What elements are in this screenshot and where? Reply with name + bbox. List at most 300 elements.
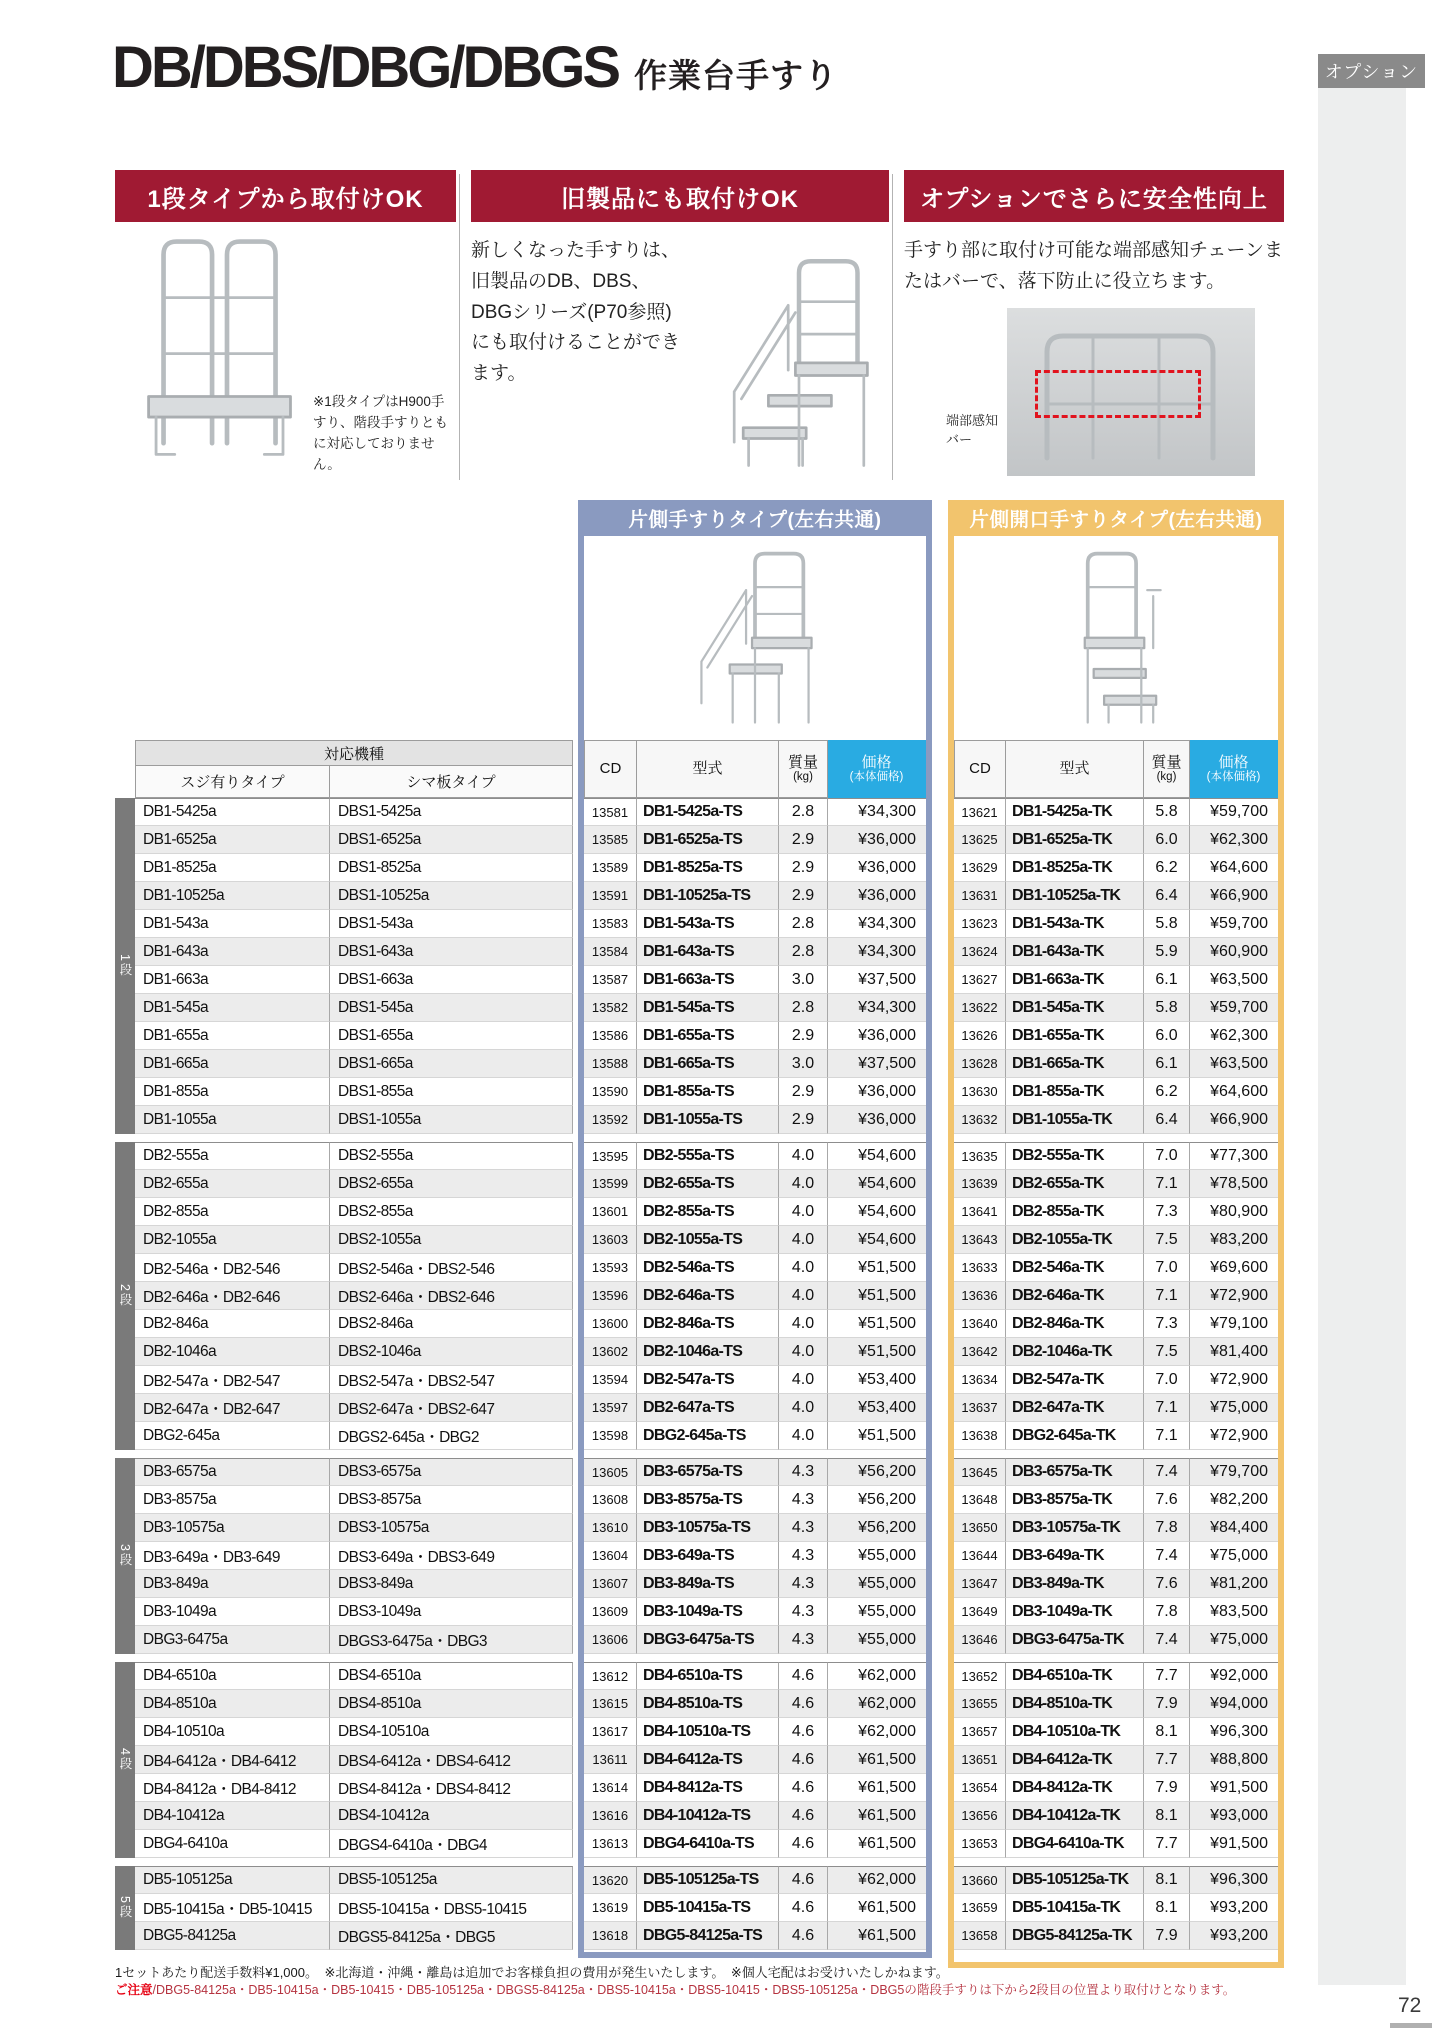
- cd-ts: 13617: [584, 1718, 637, 1746]
- tk-type-banner: 片側開口手すりタイプ(左右共通): [948, 500, 1284, 536]
- price-ts: ¥37,500: [828, 1050, 926, 1078]
- model-shima: DBS2-1046a: [330, 1338, 573, 1366]
- model-shima: DBS4-8510a: [330, 1690, 573, 1718]
- weight-ts: 4.6: [779, 1718, 828, 1746]
- model-ts: DB4-6510a-TS: [637, 1662, 779, 1690]
- weight-ts: 4.3: [779, 1514, 828, 1542]
- cd-ts: 13582: [584, 994, 637, 1022]
- price-ts: ¥53,400: [828, 1366, 926, 1394]
- weight-ts: 4.6: [779, 1894, 828, 1922]
- cd-tk: 13629: [954, 854, 1006, 882]
- price-ts: ¥51,500: [828, 1254, 926, 1282]
- price-tk: ¥62,300: [1190, 826, 1278, 854]
- cd-tk: 13657: [954, 1718, 1006, 1746]
- weight-ts: 4.0: [779, 1366, 828, 1394]
- cd-ts: 13593: [584, 1254, 637, 1282]
- model-ts: DBG2-645a-TS: [637, 1422, 779, 1450]
- model-suji: DB2-1055a: [135, 1226, 330, 1254]
- weight-ts: 2.8: [779, 798, 828, 826]
- model-ts: DB2-1055a-TS: [637, 1226, 779, 1254]
- model-shima: DBS2-655a: [330, 1170, 573, 1198]
- weight-tk: 5.8: [1144, 994, 1190, 1022]
- weight-tk: 7.1: [1144, 1282, 1190, 1310]
- model-shima: DBS2-855a: [330, 1198, 573, 1226]
- table-row: [115, 1718, 1278, 1746]
- model-shima: DBS3-10575a: [330, 1514, 573, 1542]
- model-suji: DB1-10525a: [135, 882, 330, 910]
- cd-ts: 13602: [584, 1338, 637, 1366]
- cd-tk: 13628: [954, 1050, 1006, 1078]
- model-tk: DB4-10412a-TK: [1006, 1802, 1144, 1830]
- cd-ts: 13604: [584, 1542, 637, 1570]
- model-tk: DB1-1055a-TK: [1006, 1106, 1144, 1134]
- cd-ts: 13588: [584, 1050, 637, 1078]
- table-group: [115, 1662, 1278, 1858]
- model-shima: DBS5-10415a・DBS5-10415: [330, 1894, 573, 1922]
- model-shima: DBGS5-84125a・DBG5: [330, 1922, 573, 1950]
- weight-ts: 4.0: [779, 1170, 828, 1198]
- weight-tk: 7.6: [1144, 1570, 1190, 1598]
- price-ts: ¥36,000: [828, 854, 926, 882]
- cd-tk: 13633: [954, 1254, 1006, 1282]
- weight-tk: 8.1: [1144, 1802, 1190, 1830]
- cd-ts: 13605: [584, 1458, 637, 1486]
- table-row: [115, 1514, 1278, 1542]
- model-tk: DB1-10525a-TK: [1006, 882, 1144, 910]
- weight-tk: 7.1: [1144, 1422, 1190, 1450]
- model-suji: DB3-849a: [135, 1570, 330, 1598]
- model-tk: DB2-555a-TK: [1006, 1142, 1144, 1170]
- cd-ts: 13599: [584, 1170, 637, 1198]
- weight-ts: 2.9: [779, 826, 828, 854]
- weight-tk: 8.1: [1144, 1894, 1190, 1922]
- model-shima: DBS3-1049a: [330, 1598, 573, 1626]
- cd-tk: 13655: [954, 1690, 1006, 1718]
- sensor-bar-highlight: [1035, 370, 1201, 418]
- col-header-shima: シマ板タイプ: [330, 766, 573, 798]
- model-shima: DBGS4-6410a・DBG4: [330, 1830, 573, 1858]
- price-tk: ¥79,100: [1190, 1310, 1278, 1338]
- model-suji: DB1-8525a: [135, 854, 330, 882]
- weight-ts: 2.9: [779, 854, 828, 882]
- model-ts: DB3-1049a-TS: [637, 1598, 779, 1626]
- model-ts: DB2-546a-TS: [637, 1254, 779, 1282]
- model-tk: DB3-1049a-TK: [1006, 1598, 1144, 1626]
- cd-tk: 13653: [954, 1830, 1006, 1858]
- weight-tk: 8.1: [1144, 1866, 1190, 1894]
- table-row: [115, 1690, 1278, 1718]
- model-shima: DBS4-6510a: [330, 1662, 573, 1690]
- group-label-bar: 3段: [115, 1458, 135, 1654]
- table-row: [115, 1022, 1278, 1050]
- weight-ts: 4.6: [779, 1922, 828, 1950]
- weight-tk: 5.8: [1144, 910, 1190, 938]
- model-shima: DBS4-8412a・DBS4-8412: [330, 1774, 573, 1802]
- page-number-bar: [1390, 2023, 1432, 2028]
- weight-tk: 7.4: [1144, 1542, 1190, 1570]
- cd-tk: 13626: [954, 1022, 1006, 1050]
- table-row: [115, 1422, 1278, 1450]
- weight-tk: 8.1: [1144, 1718, 1190, 1746]
- tk-product-image: [954, 544, 1278, 730]
- price-tk: ¥72,900: [1190, 1366, 1278, 1394]
- price-tk: ¥66,900: [1190, 882, 1278, 910]
- cd-ts: 13614: [584, 1774, 637, 1802]
- weight-tk: 7.4: [1144, 1626, 1190, 1654]
- price-tk: ¥75,000: [1190, 1394, 1278, 1422]
- price-tk: ¥93,200: [1190, 1922, 1278, 1950]
- model-shima: DBS2-555a: [330, 1142, 573, 1170]
- feature-box-1: [115, 170, 456, 490]
- price-tk: ¥66,900: [1190, 1106, 1278, 1134]
- cd-tk: 13624: [954, 938, 1006, 966]
- page-title-series: DB/DBS/DBG/DBGS: [112, 35, 619, 100]
- table-row: [115, 1830, 1278, 1858]
- page-title-ja: 作業台手すり: [634, 57, 839, 94]
- model-ts: DB4-8510a-TS: [637, 1690, 779, 1718]
- cd-ts: 13596: [584, 1282, 637, 1310]
- model-suji: DBG4-6410a: [135, 1830, 330, 1858]
- model-suji: DB1-5425a: [135, 798, 330, 826]
- price-ts: ¥62,000: [828, 1690, 926, 1718]
- price-tk: ¥81,200: [1190, 1570, 1278, 1598]
- weight-ts: 2.8: [779, 938, 828, 966]
- model-suji: DB2-547a・DB2-547: [135, 1366, 330, 1394]
- col-header-cd-tk: CD: [954, 740, 1006, 798]
- weight-ts: 2.9: [779, 1022, 828, 1050]
- col-header-weight-ts: 質量 (kg): [779, 740, 828, 798]
- cd-tk: 13621: [954, 798, 1006, 826]
- model-suji: DB1-643a: [135, 938, 330, 966]
- model-tk: DB1-643a-TK: [1006, 938, 1144, 966]
- cd-ts: 13583: [584, 910, 637, 938]
- model-ts: DB1-665a-TS: [637, 1050, 779, 1078]
- price-tk: ¥62,300: [1190, 1022, 1278, 1050]
- price-tk: ¥60,900: [1190, 938, 1278, 966]
- col-header-price-tk: 価格 (本体価格): [1190, 740, 1278, 798]
- price-ts: ¥51,500: [828, 1422, 926, 1450]
- weight-ts: 4.0: [779, 1282, 828, 1310]
- cd-tk: 13640: [954, 1310, 1006, 1338]
- cd-tk: 13632: [954, 1106, 1006, 1134]
- model-shima: DBS4-10412a: [330, 1802, 573, 1830]
- model-suji: DB3-1049a: [135, 1598, 330, 1626]
- col-header-weight-tk: 質量 (kg): [1144, 740, 1190, 798]
- model-suji: DB2-1046a: [135, 1338, 330, 1366]
- model-suji: DB1-1055a: [135, 1106, 330, 1134]
- model-tk: DB1-545a-TK: [1006, 994, 1144, 1022]
- model-suji: DB2-855a: [135, 1198, 330, 1226]
- cd-ts: 13595: [584, 1142, 637, 1170]
- weight-ts: 4.3: [779, 1542, 828, 1570]
- model-suji: DB3-10575a: [135, 1514, 330, 1542]
- cd-tk: 13656: [954, 1802, 1006, 1830]
- model-shima: DBS1-655a: [330, 1022, 573, 1050]
- ts-product-image: [584, 544, 926, 730]
- model-suji: DB3-8575a: [135, 1486, 330, 1514]
- cd-tk: 13637: [954, 1394, 1006, 1422]
- weight-tk: 7.5: [1144, 1338, 1190, 1366]
- weight-tk: 7.8: [1144, 1514, 1190, 1542]
- cd-ts: 13608: [584, 1486, 637, 1514]
- price-tk: ¥77,300: [1190, 1142, 1278, 1170]
- model-shima: DBS1-665a: [330, 1050, 573, 1078]
- weight-tk: 6.4: [1144, 882, 1190, 910]
- price-ts: ¥61,500: [828, 1894, 926, 1922]
- table-row: [115, 1570, 1278, 1598]
- weight-ts: 4.3: [779, 1486, 828, 1514]
- model-suji: DB4-10510a: [135, 1718, 330, 1746]
- table-row: [115, 1366, 1278, 1394]
- cd-ts: 13591: [584, 882, 637, 910]
- table-row: [115, 1282, 1278, 1310]
- price-tk: ¥63,500: [1190, 966, 1278, 994]
- weight-tk: 7.7: [1144, 1662, 1190, 1690]
- model-shima: DBS2-647a・DBS2-647: [330, 1394, 573, 1422]
- caution-note: ご注意/DBG5-84125a・DB5-10415a・DB5-10415・DB5-105125a・DBGS5-84125a・DBS5-10415a・DBS5-10415・DBS5-105125a・DBG5の階段手すりは下から2段目の位置より取付けとなります。: [115, 1983, 1236, 1997]
- price-ts: ¥56,200: [828, 1486, 926, 1514]
- model-shima: DBGS2-645a・DBG2: [330, 1422, 573, 1450]
- model-tk: DB2-846a-TK: [1006, 1310, 1144, 1338]
- table-row: [115, 966, 1278, 994]
- weight-tk: 7.4: [1144, 1458, 1190, 1486]
- model-suji: DB4-8412a・DB4-8412: [135, 1774, 330, 1802]
- group-label-bar: 4段: [115, 1662, 135, 1858]
- shipping-note: 1セットあたり配送手数料¥1,000。 ※北海道・沖縄・離島は追加でお客様負担の費用が発生いたします。 ※個人宅配はお受けいたしかねます。: [115, 1965, 949, 1980]
- model-ts: DB1-643a-TS: [637, 938, 779, 966]
- table-row: [115, 1050, 1278, 1078]
- cd-ts: 13611: [584, 1746, 637, 1774]
- price-ts: ¥61,500: [828, 1774, 926, 1802]
- model-ts: DB5-105125a-TS: [637, 1866, 779, 1894]
- model-tk: DB4-10510a-TK: [1006, 1718, 1144, 1746]
- caution-label: ご注意: [115, 1983, 153, 1997]
- model-tk: DB3-6575a-TK: [1006, 1458, 1144, 1486]
- model-tk: DB1-6525a-TK: [1006, 826, 1144, 854]
- model-tk: DB4-6412a-TK: [1006, 1746, 1144, 1774]
- weight-ts: 4.6: [779, 1746, 828, 1774]
- cd-tk: 13627: [954, 966, 1006, 994]
- table-row: [115, 1662, 1278, 1690]
- weight-ts: 2.8: [779, 910, 828, 938]
- table-row: [115, 1542, 1278, 1570]
- price-ts: ¥36,000: [828, 1106, 926, 1134]
- price-ts: ¥36,000: [828, 826, 926, 854]
- weight-ts: 2.9: [779, 882, 828, 910]
- cd-tk: 13643: [954, 1226, 1006, 1254]
- weight-tk: 7.9: [1144, 1690, 1190, 1718]
- price-tk: ¥64,600: [1190, 1078, 1278, 1106]
- model-ts: DB3-8575a-TS: [637, 1486, 779, 1514]
- ts-type-banner: 片側手すりタイプ(左右共通): [578, 500, 932, 536]
- step-ladder-3step-image: [709, 222, 889, 490]
- feature-divider: [892, 174, 893, 480]
- cd-tk: 13636: [954, 1282, 1006, 1310]
- price-tk: ¥82,200: [1190, 1486, 1278, 1514]
- model-shima: DBS1-5425a: [330, 798, 573, 826]
- price-ts: ¥36,000: [828, 1022, 926, 1050]
- model-suji: DBG3-6475a: [135, 1626, 330, 1654]
- cd-tk: 13639: [954, 1170, 1006, 1198]
- cd-tk: 13650: [954, 1514, 1006, 1542]
- model-shima: DBS1-663a: [330, 966, 573, 994]
- model-suji: DBG5-84125a: [135, 1922, 330, 1950]
- cd-ts: 13584: [584, 938, 637, 966]
- weight-tk: 7.7: [1144, 1830, 1190, 1858]
- cd-ts: 13616: [584, 1802, 637, 1830]
- weight-tk: 7.0: [1144, 1142, 1190, 1170]
- weight-ts: 4.6: [779, 1866, 828, 1894]
- weight-tk: 6.4: [1144, 1106, 1190, 1134]
- cd-ts: 13619: [584, 1894, 637, 1922]
- group-label-bar: 1段: [115, 798, 135, 1134]
- cd-ts: 13613: [584, 1830, 637, 1858]
- price-ts: ¥36,000: [828, 882, 926, 910]
- price-ts: ¥53,400: [828, 1394, 926, 1422]
- model-suji: DB1-855a: [135, 1078, 330, 1106]
- group-label-bar: 2段: [115, 1142, 135, 1450]
- model-shima: DBS1-10525a: [330, 882, 573, 910]
- model-ts: DB2-846a-TS: [637, 1310, 779, 1338]
- table-row: [115, 854, 1278, 882]
- model-tk: DB5-10415a-TK: [1006, 1894, 1144, 1922]
- cd-ts: 13592: [584, 1106, 637, 1134]
- weight-tk: 6.1: [1144, 966, 1190, 994]
- cd-ts: 13607: [584, 1570, 637, 1598]
- price-tk: ¥96,300: [1190, 1718, 1278, 1746]
- feature-section: [115, 170, 1286, 490]
- model-tk: DB3-10575a-TK: [1006, 1514, 1144, 1542]
- price-ts: ¥61,500: [828, 1830, 926, 1858]
- model-suji: DB5-105125a: [135, 1866, 330, 1894]
- model-suji: DB4-8510a: [135, 1690, 330, 1718]
- table-row: [115, 1338, 1278, 1366]
- feature-1-note: ※1段タイプはH900手すり、階段手すりともに対応しておりません。: [313, 394, 448, 473]
- model-ts: DB2-855a-TS: [637, 1198, 779, 1226]
- price-ts: ¥34,300: [828, 798, 926, 826]
- cd-tk: 13647: [954, 1570, 1006, 1598]
- price-tk: ¥91,500: [1190, 1774, 1278, 1802]
- cd-tk: 13642: [954, 1338, 1006, 1366]
- model-ts: DB1-6525a-TS: [637, 826, 779, 854]
- price-ts: ¥61,500: [828, 1802, 926, 1830]
- feature-divider: [459, 174, 460, 480]
- table-row: [115, 1226, 1278, 1254]
- model-suji: DB1-6525a: [135, 826, 330, 854]
- weight-ts: 4.3: [779, 1598, 828, 1626]
- weight-tk: 7.0: [1144, 1254, 1190, 1282]
- weight-ts: 4.0: [779, 1198, 828, 1226]
- table-body: [115, 798, 1278, 1950]
- table-row: [115, 1866, 1278, 1894]
- price-ts: ¥54,600: [828, 1170, 926, 1198]
- feature-box-2: [471, 170, 889, 490]
- model-suji: DB1-665a: [135, 1050, 330, 1078]
- feature-3-heading: オプションでさらに安全性向上: [904, 170, 1284, 222]
- weight-tk: 7.0: [1144, 1366, 1190, 1394]
- cd-tk: 13623: [954, 910, 1006, 938]
- price-tk: ¥92,000: [1190, 1662, 1278, 1690]
- model-tk: DB2-546a-TK: [1006, 1254, 1144, 1282]
- model-suji: DB2-846a: [135, 1310, 330, 1338]
- weight-ts: 4.6: [779, 1662, 828, 1690]
- weight-tk: 5.8: [1144, 798, 1190, 826]
- price-ts: ¥54,600: [828, 1226, 926, 1254]
- model-ts: DB1-8525a-TS: [637, 854, 779, 882]
- weight-ts: 4.0: [779, 1226, 828, 1254]
- weight-ts: 4.3: [779, 1626, 828, 1654]
- table-group: [115, 1866, 1278, 1950]
- cd-ts: 13606: [584, 1626, 637, 1654]
- table-row: [115, 1746, 1278, 1774]
- price-tk: ¥72,900: [1190, 1422, 1278, 1450]
- model-tk: DB1-655a-TK: [1006, 1022, 1144, 1050]
- price-tk: ¥59,700: [1190, 798, 1278, 826]
- model-shima: DBS1-643a: [330, 938, 573, 966]
- weight-tk: 6.2: [1144, 1078, 1190, 1106]
- cd-ts: 13609: [584, 1598, 637, 1626]
- price-ts: ¥51,500: [828, 1310, 926, 1338]
- weight-tk: 7.3: [1144, 1198, 1190, 1226]
- table-row: [115, 1254, 1278, 1282]
- feature-2-body: 新しくなった手すりは、旧製品のDB、DBS、DBGシリーズ(P70参照)にも取付けることができます。: [471, 240, 681, 385]
- table-group: [115, 1142, 1278, 1450]
- model-shima: DBS4-6412a・DBS4-6412: [330, 1746, 573, 1774]
- feature-box-3: [904, 170, 1284, 490]
- model-tk: DBG3-6475a-TK: [1006, 1626, 1144, 1654]
- model-suji: DB4-6510a: [135, 1662, 330, 1690]
- price-ts: ¥62,000: [828, 1718, 926, 1746]
- table-row: [115, 1198, 1278, 1226]
- model-ts: DBG5-84125a-TS: [637, 1922, 779, 1950]
- page-title: [112, 34, 838, 101]
- model-ts: DB2-1046a-TS: [637, 1338, 779, 1366]
- price-tk: ¥83,500: [1190, 1598, 1278, 1626]
- model-shima: DBS1-543a: [330, 910, 573, 938]
- platform-ladder-1step-image: [115, 222, 311, 479]
- cd-ts: 13618: [584, 1922, 637, 1950]
- col-header-cd-ts: CD: [584, 740, 637, 798]
- model-shima: DBS3-849a: [330, 1570, 573, 1598]
- model-tk: DBG4-6410a-TK: [1006, 1830, 1144, 1858]
- cd-ts: 13597: [584, 1394, 637, 1422]
- weight-ts: 4.0: [779, 1310, 828, 1338]
- model-ts: DB1-543a-TS: [637, 910, 779, 938]
- price-ts: ¥51,500: [828, 1282, 926, 1310]
- model-tk: DB3-649a-TK: [1006, 1542, 1144, 1570]
- page-number: 72: [1398, 1994, 1422, 2017]
- weight-ts: 2.8: [779, 994, 828, 1022]
- weight-ts: 3.0: [779, 1050, 828, 1078]
- model-shima: DBS2-646a・DBS2-646: [330, 1282, 573, 1310]
- model-ts: DB2-646a-TS: [637, 1282, 779, 1310]
- weight-ts: 4.0: [779, 1422, 828, 1450]
- model-ts: DBG3-6475a-TS: [637, 1626, 779, 1654]
- model-shima: DBGS3-6475a・DBG3: [330, 1626, 573, 1654]
- price-ts: ¥61,500: [828, 1746, 926, 1774]
- weight-ts: 4.0: [779, 1338, 828, 1366]
- model-ts: DB3-10575a-TS: [637, 1514, 779, 1542]
- weight-tk: 5.9: [1144, 938, 1190, 966]
- cd-tk: 13641: [954, 1198, 1006, 1226]
- feature-3-body: 手すり部に取付け可能な端部感知チェーンまたはバーで、落下防止に役立ちます。: [904, 240, 1284, 292]
- col-header-taiou: 対応機種: [135, 740, 573, 766]
- price-tk: ¥75,000: [1190, 1626, 1278, 1654]
- model-tk: DB2-547a-TK: [1006, 1366, 1144, 1394]
- model-shima: DBS2-547a・DBS2-547: [330, 1366, 573, 1394]
- model-tk: DB1-543a-TK: [1006, 910, 1144, 938]
- model-shima: DBS3-8575a: [330, 1486, 573, 1514]
